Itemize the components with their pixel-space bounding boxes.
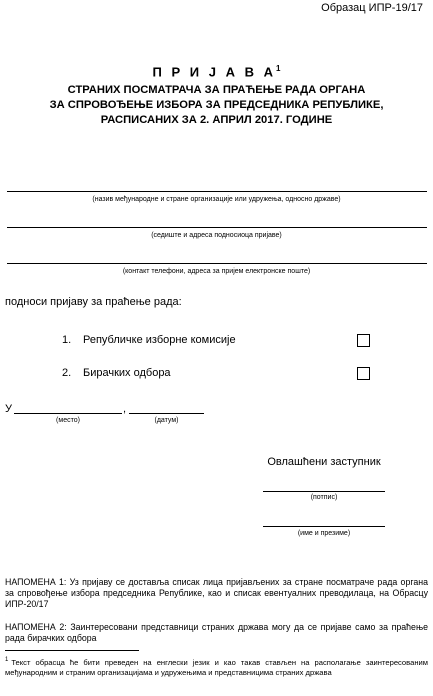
subtitle-line: СТРАНИХ ПОСМАТРАЧА ЗА ПРАЋЕЊЕ РАДА ОРГАНА	[67, 84, 366, 96]
footnote-separator	[5, 650, 139, 651]
title-text: П Р И Ј А В А	[152, 64, 276, 80]
option-number: 2.	[62, 367, 72, 379]
note-1: НАПОМЕНА 1: Уз пријаву се доставља списак лица пријављених за стране посматраче рада органа за спровођење избора председника Републике, као и списак евентуалних преводилаца, на Обрасцу ИПР-20/17	[5, 577, 428, 609]
name-caption: (име и презиме)	[297, 530, 351, 537]
note-2: НАПОМЕНА 2: Заинтересовани представници страних држава могу да се пријаве само за праћење рада бирачких одбора	[5, 622, 428, 643]
address-field[interactable]	[7, 227, 427, 228]
date-field[interactable]	[129, 413, 204, 414]
title-footnote-mark: 1	[275, 64, 281, 73]
place-field[interactable]	[14, 413, 122, 414]
signatory-title: Овлашћени заступник	[267, 456, 381, 468]
form-subtitle	[20, 83, 413, 128]
address-caption: (седиште и адреса подносиоца пријаве)	[151, 232, 282, 239]
option-checkbox-polling-boards[interactable]	[357, 367, 370, 380]
option-number: 1.	[62, 334, 72, 346]
place-caption: (место)	[56, 417, 80, 424]
date-caption: (датум)	[154, 417, 179, 424]
signature-caption: (потпис)	[310, 494, 338, 501]
submits-text: подноси пријаву за праћење рада:	[5, 296, 182, 308]
place-prefix: У	[5, 403, 12, 415]
contact-field[interactable]	[7, 263, 427, 264]
form-title	[0, 64, 433, 79]
footnote-mark: 1	[5, 657, 9, 663]
organization-field[interactable]	[7, 191, 427, 192]
form-code: Образац ИПР-19/17	[321, 2, 423, 14]
organization-caption: (назив међународне и стране организације или удружења, односно државе)	[92, 196, 341, 203]
option-checkbox-rik[interactable]	[357, 334, 370, 347]
contact-caption: (контакт телефони, адреса за пријем електронске поште)	[122, 268, 311, 275]
place-comma: ,	[123, 403, 127, 415]
subtitle-line: РАСПИСАНИХ ЗА 2. АПРИЛ 2017. ГОДИНЕ	[100, 114, 333, 126]
option-label-rik: Републичке изборне комисије	[83, 334, 236, 346]
name-field[interactable]	[263, 526, 385, 527]
signature-field[interactable]	[263, 491, 385, 492]
footnote-text: Текст обрасца ће бити преведен на енглески језик и као такав стављен на располагање заинтересованим међународним и страним организацијама и удружењима и представницима страних држава	[5, 657, 428, 677]
footnote	[5, 655, 428, 678]
option-label-polling-boards: Бирачких одбора	[83, 367, 171, 379]
subtitle-line: ЗА СПРОВОЂЕЊЕ ИЗБОРА ЗА ПРЕДСЕДНИКА РЕПУБЛИКЕ,	[49, 99, 384, 111]
